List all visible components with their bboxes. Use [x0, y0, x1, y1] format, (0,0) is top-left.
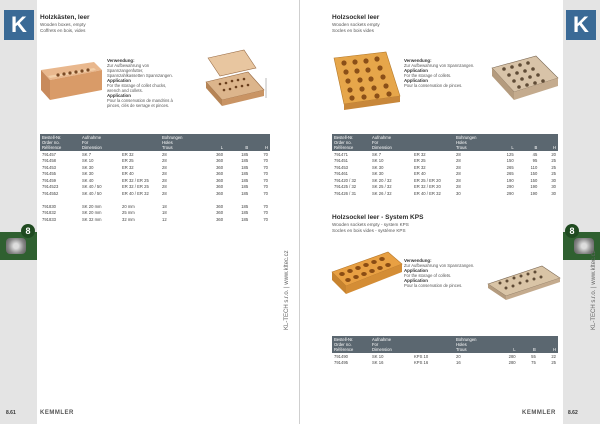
- table-cell: 30: [551, 191, 556, 197]
- table-cell: SK 30: [82, 171, 94, 177]
- table-cell: ER 40 / ER 32: [122, 191, 149, 197]
- table-header: [332, 336, 558, 353]
- table-cell: ER 32 / ER 25: [122, 184, 149, 190]
- table-cell: SK 32 mm: [82, 216, 102, 222]
- subtitle-fr: Socles en bois vides: [332, 27, 374, 33]
- table-row: [40, 210, 270, 217]
- vertical-company-text-right: KL-TECH s.r.o. | www.kltec.cz: [591, 250, 597, 330]
- table-cell: 28: [162, 164, 167, 170]
- table-cell: 25: [551, 164, 556, 170]
- col-for: Aufnahme For Dimension: [370, 336, 412, 353]
- table-cell: SK 10: [82, 158, 94, 164]
- table-cell: ER 25: [414, 158, 426, 164]
- table-cell: SK 40: [82, 177, 94, 183]
- table-cell: SK 20 mm: [82, 203, 102, 209]
- table-header: [40, 134, 270, 151]
- usage-fr-heading: Application: [404, 78, 428, 83]
- table-cell: ER 32 / ER 20: [414, 184, 441, 190]
- kps-usage-en-text: For the storage of collets.: [404, 273, 452, 278]
- table-cell: 185: [241, 184, 249, 190]
- kps-usage-note: [404, 258, 484, 288]
- table-row: [40, 158, 270, 165]
- table-cell: 280: [508, 360, 516, 366]
- table-cell: SK 10: [372, 158, 384, 164]
- table-cell: 791453: [334, 164, 348, 170]
- table-cell: 791495: [334, 360, 348, 366]
- page-number: [6, 410, 16, 416]
- table-row: [332, 191, 558, 198]
- table-row: [332, 151, 558, 158]
- kemmler-logo: K: [566, 10, 596, 40]
- table-cell: 55: [531, 353, 536, 359]
- table-cell: 791451: [334, 158, 348, 164]
- col-collet: [120, 134, 160, 151]
- collet-chuck-icon: [6, 238, 26, 254]
- kps-usage-fr-text: Pour la conservation de pinces.: [404, 283, 463, 288]
- table-row: [40, 203, 270, 210]
- kps-subtitle-fr: Socles en bois vides - système KPS: [332, 227, 406, 233]
- page-number: [568, 410, 578, 416]
- table-cell: 22: [551, 353, 556, 359]
- table-cell: 28: [456, 164, 461, 170]
- table-cell: 70: [263, 177, 268, 183]
- table-cell: 360: [216, 164, 224, 170]
- table-cell: SK 25 / 32: [372, 184, 392, 190]
- table-cell: 30: [551, 177, 556, 183]
- table-cell: 150: [530, 177, 538, 183]
- table-cell: 185: [241, 216, 249, 222]
- table-cell: 70: [263, 151, 268, 157]
- usage-en-heading: Application: [107, 78, 131, 83]
- kps-usage-de-heading: Verwendung:: [404, 258, 432, 263]
- table-cell: 28: [162, 184, 167, 190]
- right-grey-band: [563, 0, 600, 424]
- table-cell: 791471: [334, 151, 348, 157]
- table-cell: 150: [506, 158, 514, 164]
- table-cell: KPS 16: [414, 360, 429, 366]
- page-title: Holzkästen, leer: [40, 14, 90, 21]
- table-cell: SK 20 / 32: [372, 177, 392, 183]
- usage-note: [107, 58, 179, 108]
- kps-section-title: Holzsockel leer - System KPS: [332, 214, 424, 221]
- table-cell: 185: [241, 164, 249, 170]
- table-cell: 28: [162, 177, 167, 183]
- table-cell: 791833: [42, 216, 56, 222]
- table-cell: 30: [551, 184, 556, 190]
- col-for: Aufnahme For Dimension: [80, 134, 120, 151]
- table-cell: 265: [506, 171, 514, 177]
- table-cell: ER 32 / ER 25: [122, 177, 149, 183]
- wooden-socket-drawing: [488, 52, 562, 110]
- table-cell: ER 40: [122, 171, 134, 177]
- table-cell: 185: [241, 191, 249, 197]
- table-cell: 185: [241, 210, 249, 216]
- table-cell: SK 30: [372, 171, 384, 177]
- col-b: B: [518, 336, 538, 353]
- table-cell: SK 26 / 32: [372, 191, 392, 197]
- table-cell: 190: [530, 184, 538, 190]
- table-cell: 28: [456, 184, 461, 190]
- table-cell: 28: [162, 171, 167, 177]
- table-cell: SK 7: [82, 151, 92, 157]
- table-row: [40, 177, 270, 184]
- table-cell: 185: [241, 203, 249, 209]
- right-page: [300, 0, 600, 424]
- brand-name: KEMMLER: [40, 410, 74, 416]
- table-cell: 16: [456, 360, 461, 366]
- wooden-box-table: [40, 134, 270, 223]
- subtitle-en: Wooden boxes, empty: [40, 22, 86, 27]
- table-cell: 791458: [42, 158, 56, 164]
- table-cell: 20: [456, 353, 461, 359]
- table-cell: SK 30: [372, 164, 384, 170]
- table-cell: 360: [216, 210, 224, 216]
- page-number-text: 8.62: [568, 410, 578, 416]
- table-cell: 28: [456, 158, 461, 164]
- kemmler-logo: K: [4, 10, 34, 40]
- usage-fr-text: Pour la conservation de mandrins à pinces, clés de serrage et pinces.: [107, 98, 173, 108]
- table-cell: 70: [263, 164, 268, 170]
- col-l: L: [200, 134, 225, 151]
- page-number-text: 8.61: [6, 410, 16, 416]
- table-cell: 7914523: [42, 184, 59, 190]
- page-title: Holzsockel leer: [332, 14, 380, 21]
- table-cell: 28: [456, 171, 461, 177]
- col-b: B: [516, 134, 540, 151]
- kps-socket-drawing: [486, 262, 562, 302]
- usage-en-text: For the storage of collets.: [404, 73, 452, 78]
- table-cell: ER 40 / ER 32: [414, 191, 441, 197]
- table-cell: 791425 / 32: [334, 184, 357, 190]
- table-cell: ER 32: [414, 164, 426, 170]
- table-cell: 290: [506, 191, 514, 197]
- table-cell: SK 40 / 50: [82, 191, 102, 197]
- table-row: [332, 164, 558, 171]
- table-cell: SK 30: [82, 164, 94, 170]
- table-cell: 265: [506, 164, 514, 170]
- table-cell: 185: [241, 151, 249, 157]
- table-cell: 70: [263, 184, 268, 190]
- table-cell: SK 40 / 50: [82, 184, 102, 190]
- table-cell: 791830: [42, 203, 56, 209]
- table-cell: 360: [216, 158, 224, 164]
- wooden-box-open-image: [198, 48, 270, 114]
- col-collet: [412, 336, 454, 353]
- table-cell: 150: [530, 171, 538, 177]
- usage-de-text: Zur Aufbewahrung von Spannzangenfutter, Spannzahlkassetten Spannzangen.: [107, 63, 173, 78]
- kps-usage-en-heading: Application: [404, 268, 428, 273]
- usage-en-heading: Application: [404, 68, 428, 73]
- table-cell: 70: [263, 216, 268, 222]
- table-cell: SK 10: [372, 353, 384, 359]
- col-holes: Bohrungen Holes Trous: [160, 134, 200, 151]
- table-cell: 290: [506, 184, 514, 190]
- usage-fr-text: Pour la conservation de pinces.: [404, 83, 463, 88]
- table-cell: 32 mm: [122, 216, 135, 222]
- table-cell: 185: [241, 158, 249, 164]
- chapter-number: 8: [21, 224, 35, 238]
- table-cell: 791457: [42, 151, 56, 157]
- table-row: [332, 353, 558, 360]
- table-cell: 190: [530, 191, 538, 197]
- table-cell: ER 40: [414, 171, 426, 177]
- table-cell: 190: [506, 177, 514, 183]
- table-cell: SK 7: [372, 151, 382, 157]
- table-cell: 360: [216, 191, 224, 197]
- table-cell: 30: [456, 191, 461, 197]
- table-cell: 25: [551, 158, 556, 164]
- table-cell: ER 32: [122, 151, 134, 157]
- table-cell: KPS 10: [414, 353, 429, 359]
- left-grey-band: [0, 0, 37, 424]
- table-cell: ER 32: [414, 151, 426, 157]
- kps-usage-fr-heading: Application: [404, 278, 428, 283]
- brand-name: KEMMLER: [522, 410, 556, 416]
- table-row: [40, 191, 270, 198]
- kps-socket-image: [330, 250, 404, 300]
- col-holes: Bohrungen Holes Trous: [454, 336, 492, 353]
- usage-note: [404, 58, 484, 88]
- table-cell: 25: [551, 360, 556, 366]
- table-cell: 791832: [42, 210, 56, 216]
- col-l: L: [492, 336, 518, 353]
- usage-de-text: Zur Aufbewahrung von Spannzangen.: [404, 63, 475, 68]
- col-b: B: [225, 134, 250, 151]
- table-header: [332, 134, 558, 151]
- table-cell: 20 mm: [122, 203, 135, 209]
- table-cell: 791426 / 31: [334, 191, 357, 197]
- table-cell: 185: [241, 177, 249, 183]
- col-h: H: [250, 134, 270, 151]
- table-cell: ER 32: [122, 164, 134, 170]
- table-cell: 20: [551, 151, 556, 157]
- table-cell: 12: [162, 216, 167, 222]
- col-collet: [412, 134, 454, 151]
- table-cell: 7914552: [42, 191, 59, 197]
- col-order-no: Bestell-Nr. Order no. Référence: [332, 336, 370, 353]
- table-cell: 70: [263, 191, 268, 197]
- col-holes: Bohrungen Holes Trous: [454, 134, 492, 151]
- table-row: [332, 177, 558, 184]
- table-cell: 791461: [334, 171, 348, 177]
- chapter-badge: [0, 226, 37, 260]
- table-row: [332, 171, 558, 178]
- table-row: [332, 360, 558, 367]
- table-row: [40, 216, 270, 223]
- table-cell: 45: [532, 151, 538, 157]
- table-cell: 70: [263, 158, 268, 164]
- table-cell: 70: [263, 210, 268, 216]
- wooden-box-closed-image: [38, 56, 104, 108]
- usage-en-text: For the storage of collet chucks, wrench and collets.: [107, 83, 167, 93]
- col-for: Aufnahme For Dimension: [370, 134, 412, 151]
- kps-subtitle-en: Wooden sockets empty - system KPS: [332, 222, 409, 227]
- table-cell: ER 25 / ER 20: [414, 177, 441, 183]
- subtitle-en: Wooden sockets empty: [332, 22, 380, 27]
- usage-fr-heading: Application: [107, 93, 131, 98]
- col-h: H: [538, 336, 558, 353]
- usage-de-heading: Verwendung:: [107, 58, 135, 63]
- kps-usage-de-text: Zur Aufbewahrung von Spannzangen.: [404, 263, 475, 268]
- table-row: [40, 171, 270, 178]
- table-cell: 18: [162, 203, 167, 209]
- table-row: [40, 184, 270, 191]
- table-cell: 70: [263, 203, 268, 209]
- table-cell: 360: [216, 177, 224, 183]
- table-cell: 28: [162, 191, 167, 197]
- kps-socket-table: [332, 336, 558, 366]
- table-cell: 360: [216, 171, 224, 177]
- table-cell: 791455: [42, 171, 56, 177]
- subtitle-fr: Coffrets en bois, vides: [40, 27, 86, 33]
- table-cell: 360: [216, 151, 224, 157]
- table-cell: 791459: [42, 177, 56, 183]
- col-h: H: [539, 134, 558, 151]
- table-cell: 25 mm: [122, 210, 135, 216]
- wooden-socket-image: [330, 50, 402, 112]
- table-cell: 791490: [334, 353, 348, 359]
- table-cell: 28: [456, 151, 461, 157]
- usage-de-heading: Verwendung:: [404, 58, 432, 63]
- table-cell: 360: [216, 184, 224, 190]
- table-cell: 360: [216, 216, 224, 222]
- table-cell: 125: [506, 151, 514, 157]
- table-row: [40, 151, 270, 158]
- table-cell: 360: [216, 203, 224, 209]
- table-cell: 28: [456, 177, 461, 183]
- table-cell: 95: [532, 158, 538, 164]
- table-cell: 791453: [42, 164, 56, 170]
- table-cell: SK 20 mm: [82, 210, 102, 216]
- table-cell: SK 16: [372, 360, 384, 366]
- table-cell: ER 25: [122, 158, 134, 164]
- table-cell: 280: [508, 353, 516, 359]
- col-order-no: Bestell-Nr. Order no. Référence: [332, 134, 370, 151]
- table-cell: 18: [162, 210, 167, 216]
- col-l: L: [492, 134, 516, 151]
- table-row: [40, 164, 270, 171]
- wooden-socket-table: [332, 134, 558, 197]
- vertical-company-text: KL-TECH s.r.o. | www.kltec.cz: [284, 250, 290, 330]
- table-cell: 25: [551, 171, 556, 177]
- table-cell: 791420 / 32: [334, 177, 357, 183]
- table-cell: 75: [531, 360, 536, 366]
- table-row: [332, 184, 558, 191]
- table-cell: 110: [530, 164, 538, 170]
- table-cell: 28: [162, 158, 167, 164]
- table-cell: 28: [162, 151, 167, 157]
- col-order-no: Bestell-Nr. Order no. Référence: [40, 134, 80, 151]
- table-cell: 185: [241, 171, 249, 177]
- table-row: [332, 158, 558, 165]
- chapter-number: 8: [565, 224, 579, 238]
- table-cell: 70: [263, 171, 268, 177]
